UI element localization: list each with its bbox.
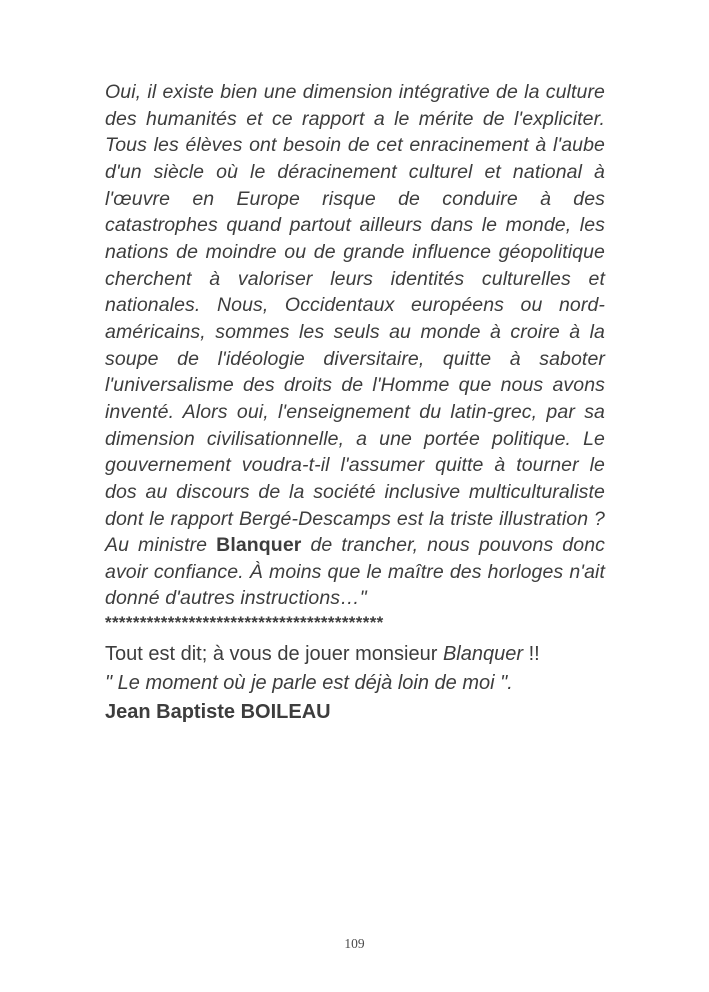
closing-line-1 bbox=[105, 640, 605, 669]
paragraph-text-italic: Oui, il existe bien une dimension intégrative de la culture des humanités et ce rapport a le mérite de l'expliciter. Tous les élèves ont besoin de cet enracinement à l'aube d'un siècle où le déracinement culturel et national à l'œuvre en Europe risque de conduire à des catastrophes quand partout ailleurs dans le monde, les nations de moindre ou de grande influence géopolitique cherchent à valoriser leurs identités culturelles et nationales. Nous, Occidentaux européens ou nord-américains, sommes les seuls au monde à croire à la soupe de l'idéologie diversitaire, quitte à saboter l'universalisme des droits de l'Homme que nous avons inventé. Alors oui, l'enseignement du latin-grec, par sa dimension civilisationnelle, a une portée politique. Le gouvernement voudra-t-il l'assumer quitte à tourner le dos au discours de la société inclusive multiculturaliste dont le rapport Bergé-Descamps est la triste illustration ? Au ministre bbox=[105, 81, 605, 557]
closing-line-1-text: Tout est dit; à vous de jouer monsieur bbox=[105, 643, 443, 666]
page-number: 109 bbox=[344, 936, 365, 951]
closing-line-1-exclamation: !! bbox=[523, 643, 540, 666]
quote-line: " Le moment où je parle est déjà loin de moi ". bbox=[105, 671, 513, 694]
body-paragraph bbox=[105, 79, 605, 612]
author-name: Jean Baptiste BOILEAU bbox=[105, 700, 331, 723]
minister-name-bold: Blanquer bbox=[216, 534, 302, 557]
asterisk-separator: **************************************** bbox=[105, 613, 384, 633]
paragraph-text-italic-continued: de trancher, nous pouvons donc avoir confiance. À moins que le maître des horloges n'ait donné d'autres instructions…" bbox=[105, 534, 605, 610]
text-block bbox=[105, 79, 605, 726]
closing-line-1-name-italic: Blanquer bbox=[442, 643, 524, 666]
